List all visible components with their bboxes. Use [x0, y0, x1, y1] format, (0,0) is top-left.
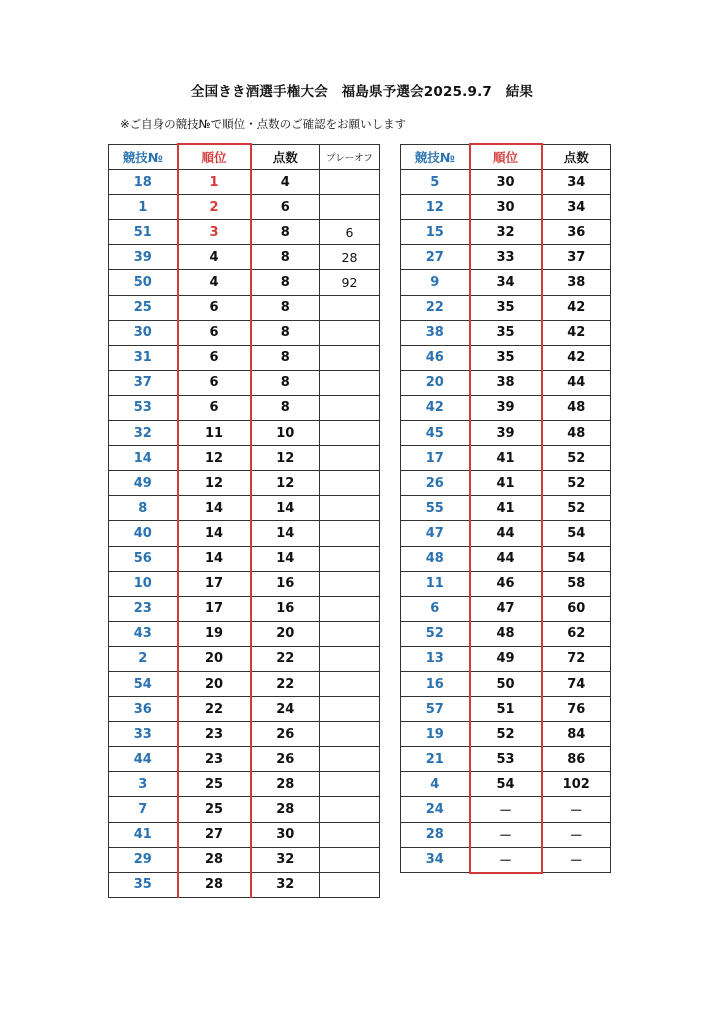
- competitor-no-cell: 54: [109, 671, 178, 696]
- rank-cell: 23: [178, 747, 251, 772]
- competitor-no-cell: 50: [109, 270, 178, 295]
- competitor-no-cell: 52: [401, 621, 470, 646]
- score-cell: 20: [251, 621, 320, 646]
- competitor-no-cell: 4: [401, 772, 470, 797]
- score-cell: 44: [542, 370, 611, 395]
- competitor-no-cell: 37: [109, 370, 178, 395]
- instruction-note: ※ご自身の競技№で順位・点数のご確認をお願いします: [120, 117, 407, 131]
- rank-cell: 33: [470, 245, 542, 270]
- table-row: [401, 722, 611, 747]
- page-title: 全国きき酒選手権大会 福島県予選会2025.9.7 結果: [190, 84, 534, 100]
- score-cell: 48: [542, 421, 611, 446]
- rank-cell: 49: [470, 646, 542, 671]
- rank-cell: －: [470, 797, 542, 822]
- competitor-no-cell: 32: [109, 421, 178, 446]
- score-cell: 6: [251, 195, 320, 220]
- table-row: [401, 245, 611, 270]
- competitor-no-cell: 56: [109, 546, 178, 571]
- score-cell: 38: [542, 270, 611, 295]
- table-row: [401, 621, 611, 646]
- score-cell: 22: [251, 671, 320, 696]
- playoff-cell: [320, 772, 380, 797]
- rank-cell: 22: [178, 697, 251, 722]
- playoff-cell: [320, 195, 380, 220]
- rank-cell: 52: [470, 722, 542, 747]
- table-row: [401, 345, 611, 370]
- score-cell: 58: [542, 571, 611, 596]
- rank-cell: 38: [470, 370, 542, 395]
- score-cell: 28: [251, 797, 320, 822]
- competitor-no-cell: 6: [401, 596, 470, 621]
- rank-cell: 17: [178, 596, 251, 621]
- score-cell: 72: [542, 646, 611, 671]
- table-row: [401, 671, 611, 696]
- table-row: [401, 521, 611, 546]
- competitor-no-cell: 17: [401, 446, 470, 471]
- competitor-no-cell: 34: [401, 847, 470, 873]
- rank-cell: 44: [470, 546, 542, 571]
- playoff-cell: [320, 320, 380, 345]
- competitor-no-cell: 28: [401, 822, 470, 847]
- header-score: 点数: [251, 144, 320, 170]
- table-row: [109, 395, 380, 420]
- table-row: [401, 697, 611, 722]
- rank-cell: 6: [178, 395, 251, 420]
- rank-cell: －: [470, 847, 542, 873]
- score-cell: 8: [251, 295, 320, 320]
- competitor-no-cell: 25: [109, 295, 178, 320]
- rank-cell: 1: [178, 170, 251, 195]
- score-cell: 42: [542, 295, 611, 320]
- score-cell: 24: [251, 697, 320, 722]
- playoff-cell: [320, 295, 380, 320]
- rank-cell: 20: [178, 671, 251, 696]
- score-cell: 60: [542, 596, 611, 621]
- rank-cell: 25: [178, 797, 251, 822]
- rank-cell: 35: [470, 320, 542, 345]
- rank-cell: 32: [470, 220, 542, 245]
- rank-cell: 6: [178, 320, 251, 345]
- rank-cell: 48: [470, 621, 542, 646]
- competitor-no-cell: 40: [109, 521, 178, 546]
- header-competitor-no: 競技№: [109, 144, 178, 170]
- competitor-no-cell: 48: [401, 546, 470, 571]
- playoff-cell: [320, 421, 380, 446]
- competitor-no-cell: 42: [401, 395, 470, 420]
- playoff-cell: [320, 822, 380, 847]
- rank-cell: 12: [178, 471, 251, 496]
- rank-cell: －: [470, 822, 542, 847]
- competitor-no-cell: 41: [109, 822, 178, 847]
- score-cell: 48: [542, 395, 611, 420]
- competitor-no-cell: 16: [401, 671, 470, 696]
- score-cell: 28: [251, 772, 320, 797]
- rank-cell: 4: [178, 245, 251, 270]
- rank-cell: 2: [178, 195, 251, 220]
- results-table-right: [400, 143, 611, 874]
- rank-cell: 6: [178, 295, 251, 320]
- competitor-no-cell: 44: [109, 747, 178, 772]
- score-cell: 76: [542, 697, 611, 722]
- table-row: [401, 421, 611, 446]
- competitor-no-cell: 49: [109, 471, 178, 496]
- score-cell: 34: [542, 170, 611, 195]
- rank-cell: 23: [178, 722, 251, 747]
- competitor-no-cell: 57: [401, 697, 470, 722]
- playoff-cell: [320, 395, 380, 420]
- table-row: [401, 195, 611, 220]
- competitor-no-cell: 20: [401, 370, 470, 395]
- rank-cell: 4: [178, 270, 251, 295]
- playoff-cell: [320, 722, 380, 747]
- score-cell: 52: [542, 471, 611, 496]
- competitor-no-cell: 11: [401, 571, 470, 596]
- score-cell: 12: [251, 446, 320, 471]
- table-row: [109, 446, 380, 471]
- rank-cell: 6: [178, 370, 251, 395]
- rank-cell: 14: [178, 546, 251, 571]
- score-cell: 16: [251, 571, 320, 596]
- score-cell: －: [542, 822, 611, 847]
- score-cell: 8: [251, 345, 320, 370]
- score-cell: 12: [251, 471, 320, 496]
- competitor-no-cell: 21: [401, 747, 470, 772]
- header-row: [401, 144, 611, 170]
- playoff-cell: [320, 170, 380, 195]
- table-row: [109, 596, 380, 621]
- table-row: [109, 872, 380, 897]
- playoff-cell: [320, 646, 380, 671]
- rank-cell: 12: [178, 446, 251, 471]
- competitor-no-cell: 51: [109, 220, 178, 245]
- playoff-cell: [320, 697, 380, 722]
- rank-cell: 25: [178, 772, 251, 797]
- rank-cell: 3: [178, 220, 251, 245]
- table-row: [109, 245, 380, 270]
- competitor-no-cell: 43: [109, 621, 178, 646]
- rank-cell: 50: [470, 671, 542, 696]
- table-row: [109, 421, 380, 446]
- table-row: [109, 847, 380, 872]
- rank-cell: 28: [178, 847, 251, 872]
- score-cell: 26: [251, 747, 320, 772]
- table-row: [401, 646, 611, 671]
- playoff-cell: [320, 847, 380, 872]
- score-cell: －: [542, 797, 611, 822]
- table-row: [401, 847, 611, 873]
- score-cell: 42: [542, 345, 611, 370]
- table-row: [401, 747, 611, 772]
- competitor-no-cell: 30: [109, 320, 178, 345]
- score-cell: 32: [251, 872, 320, 897]
- score-cell: 84: [542, 722, 611, 747]
- score-cell: 54: [542, 546, 611, 571]
- playoff-cell: [320, 747, 380, 772]
- playoff-cell: [320, 671, 380, 696]
- table-row: [109, 621, 380, 646]
- rank-cell: 30: [470, 195, 542, 220]
- playoff-cell: [320, 370, 380, 395]
- table-row: [401, 370, 611, 395]
- competitor-no-cell: 18: [109, 170, 178, 195]
- table-row: [109, 646, 380, 671]
- competitor-no-cell: 36: [109, 697, 178, 722]
- rank-cell: 6: [178, 345, 251, 370]
- header-playoff: プレーオフ: [320, 144, 380, 170]
- playoff-cell: [320, 546, 380, 571]
- table-row: [109, 671, 380, 696]
- rank-cell: 20: [178, 646, 251, 671]
- competitor-no-cell: 8: [109, 496, 178, 521]
- score-cell: －: [542, 847, 611, 873]
- competitor-no-cell: 9: [401, 270, 470, 295]
- table-row: [401, 170, 611, 195]
- playoff-cell: [320, 471, 380, 496]
- competitor-no-cell: 15: [401, 220, 470, 245]
- competitor-no-cell: 13: [401, 646, 470, 671]
- score-cell: 32: [251, 847, 320, 872]
- competitor-no-cell: 19: [401, 722, 470, 747]
- score-cell: 36: [542, 220, 611, 245]
- table-row: [109, 270, 380, 295]
- playoff-cell: [320, 872, 380, 897]
- score-cell: 14: [251, 496, 320, 521]
- playoff-cell: [320, 446, 380, 471]
- table-row: [401, 496, 611, 521]
- header-rank: 順位: [470, 144, 542, 170]
- table-row: [401, 295, 611, 320]
- competitor-no-cell: 31: [109, 345, 178, 370]
- playoff-cell: [320, 797, 380, 822]
- rank-cell: 30: [470, 170, 542, 195]
- playoff-cell: [320, 621, 380, 646]
- score-cell: 102: [542, 772, 611, 797]
- competitor-no-cell: 23: [109, 596, 178, 621]
- table-row: [401, 797, 611, 822]
- rank-cell: 17: [178, 571, 251, 596]
- score-cell: 22: [251, 646, 320, 671]
- score-cell: 42: [542, 320, 611, 345]
- results-table-left: [108, 143, 380, 898]
- table-row: [109, 571, 380, 596]
- score-cell: 4: [251, 170, 320, 195]
- table-row: [109, 295, 380, 320]
- competitor-no-cell: 10: [109, 571, 178, 596]
- competitor-no-cell: 5: [401, 170, 470, 195]
- table-row: [109, 546, 380, 571]
- competitor-no-cell: 22: [401, 295, 470, 320]
- playoff-cell: [320, 345, 380, 370]
- competitor-no-cell: 27: [401, 245, 470, 270]
- competitor-no-cell: 12: [401, 195, 470, 220]
- competitor-no-cell: 35: [109, 872, 178, 897]
- rank-cell: 54: [470, 772, 542, 797]
- score-cell: 8: [251, 245, 320, 270]
- table-row: [109, 195, 380, 220]
- rank-cell: 27: [178, 822, 251, 847]
- score-cell: 8: [251, 220, 320, 245]
- score-cell: 54: [542, 521, 611, 546]
- rank-cell: 34: [470, 270, 542, 295]
- table-row: [401, 446, 611, 471]
- table-row: [109, 797, 380, 822]
- competitor-no-cell: 55: [401, 496, 470, 521]
- score-cell: 14: [251, 521, 320, 546]
- score-cell: 62: [542, 621, 611, 646]
- table-row: [401, 596, 611, 621]
- table-row: [109, 471, 380, 496]
- table-row: [109, 772, 380, 797]
- table-row: [401, 571, 611, 596]
- rank-cell: 35: [470, 295, 542, 320]
- playoff-cell: [320, 496, 380, 521]
- playoff-cell: [320, 521, 380, 546]
- table-row: [401, 395, 611, 420]
- playoff-cell: [320, 596, 380, 621]
- score-cell: 8: [251, 395, 320, 420]
- table-row: [109, 220, 380, 245]
- score-cell: 8: [251, 370, 320, 395]
- competitor-no-cell: 38: [401, 320, 470, 345]
- table-row: [401, 471, 611, 496]
- rank-cell: 39: [470, 421, 542, 446]
- score-cell: 37: [542, 245, 611, 270]
- table-row: [109, 170, 380, 195]
- competitor-no-cell: 2: [109, 646, 178, 671]
- competitor-no-cell: 29: [109, 847, 178, 872]
- table-row: [109, 697, 380, 722]
- rank-cell: 39: [470, 395, 542, 420]
- table-row: [401, 270, 611, 295]
- rank-cell: 14: [178, 521, 251, 546]
- playoff-cell: 92: [320, 270, 380, 295]
- table-row: [109, 521, 380, 546]
- playoff-cell: 6: [320, 220, 380, 245]
- rank-cell: 19: [178, 621, 251, 646]
- table-row: [109, 822, 380, 847]
- score-cell: 86: [542, 747, 611, 772]
- rank-cell: 47: [470, 596, 542, 621]
- header-row: [109, 144, 380, 170]
- score-cell: 14: [251, 546, 320, 571]
- score-cell: 26: [251, 722, 320, 747]
- header-competitor-no: 競技№: [401, 144, 470, 170]
- table-row: [109, 747, 380, 772]
- table-row: [109, 722, 380, 747]
- competitor-no-cell: 7: [109, 797, 178, 822]
- playoff-cell: 28: [320, 245, 380, 270]
- score-cell: 52: [542, 496, 611, 521]
- table-row: [109, 370, 380, 395]
- score-cell: 74: [542, 671, 611, 696]
- competitor-no-cell: 3: [109, 772, 178, 797]
- rank-cell: 53: [470, 747, 542, 772]
- header-score: 点数: [542, 144, 611, 170]
- score-cell: 10: [251, 421, 320, 446]
- rank-cell: 14: [178, 496, 251, 521]
- table-row: [401, 772, 611, 797]
- rank-cell: 35: [470, 345, 542, 370]
- rank-cell: 41: [470, 471, 542, 496]
- rank-cell: 46: [470, 571, 542, 596]
- score-cell: 8: [251, 270, 320, 295]
- header-rank: 順位: [178, 144, 251, 170]
- score-cell: 52: [542, 446, 611, 471]
- table-row: [109, 345, 380, 370]
- score-cell: 34: [542, 195, 611, 220]
- rank-cell: 44: [470, 521, 542, 546]
- competitor-no-cell: 26: [401, 471, 470, 496]
- competitor-no-cell: 14: [109, 446, 178, 471]
- table-row: [401, 220, 611, 245]
- table-row: [109, 496, 380, 521]
- competitor-no-cell: 53: [109, 395, 178, 420]
- table-row: [401, 320, 611, 345]
- competitor-no-cell: 1: [109, 195, 178, 220]
- rank-cell: 28: [178, 872, 251, 897]
- table-row: [401, 546, 611, 571]
- competitor-no-cell: 47: [401, 521, 470, 546]
- competitor-no-cell: 33: [109, 722, 178, 747]
- playoff-cell: [320, 571, 380, 596]
- score-cell: 16: [251, 596, 320, 621]
- table-row: [401, 822, 611, 847]
- competitor-no-cell: 46: [401, 345, 470, 370]
- competitor-no-cell: 45: [401, 421, 470, 446]
- rank-cell: 11: [178, 421, 251, 446]
- rank-cell: 51: [470, 697, 542, 722]
- rank-cell: 41: [470, 496, 542, 521]
- competitor-no-cell: 39: [109, 245, 178, 270]
- rank-cell: 41: [470, 446, 542, 471]
- table-row: [109, 320, 380, 345]
- score-cell: 8: [251, 320, 320, 345]
- competitor-no-cell: 24: [401, 797, 470, 822]
- score-cell: 30: [251, 822, 320, 847]
